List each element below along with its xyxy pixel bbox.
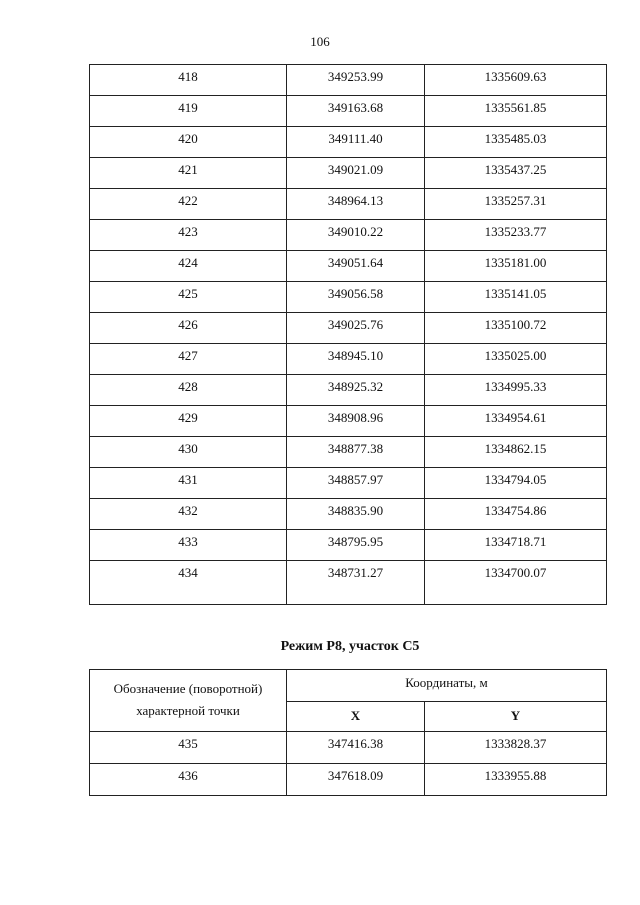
cell-point-id: 436 — [90, 764, 287, 796]
cell-coord-x: 348925.32 — [287, 375, 425, 406]
cell-point-id: 423 — [90, 220, 287, 251]
cell-coord-y: 1333828.37 — [425, 732, 607, 764]
cell-coord-x: 348795.95 — [287, 530, 425, 561]
header-point-line1: Обозначение (поворотной) — [113, 681, 263, 696]
cell-point-id: 426 — [90, 313, 287, 344]
table-row — [90, 158, 607, 189]
cell-point-id: 429 — [90, 406, 287, 437]
cell-coord-y: 1334718.71 — [425, 530, 607, 561]
table-row — [90, 96, 607, 127]
cell-coord-x: 349021.09 — [287, 158, 425, 189]
cell-coord-x: 348945.10 — [287, 344, 425, 375]
table-row — [90, 251, 607, 282]
cell-point-id: 421 — [90, 158, 287, 189]
cell-point-id: 431 — [90, 468, 287, 499]
coordinates-table-c5 — [89, 669, 607, 796]
table-row — [90, 530, 607, 561]
table-row — [90, 220, 607, 251]
cell-coord-y: 1335485.03 — [425, 127, 607, 158]
table-row — [90, 127, 607, 158]
cell-coord-x: 349010.22 — [287, 220, 425, 251]
cell-point-id: 422 — [90, 189, 287, 220]
table2-body — [90, 732, 607, 796]
section-title: Режим Р8, участок С5 — [280, 639, 420, 654]
page-number: 106 — [310, 34, 330, 49]
cell-coord-x: 349163.68 — [287, 96, 425, 127]
table-row — [90, 561, 607, 605]
cell-coord-y: 1335437.25 — [425, 158, 607, 189]
cell-coord-x: 347416.38 — [287, 732, 425, 764]
table-row — [90, 65, 607, 96]
cell-point-id: 419 — [90, 96, 287, 127]
cell-coord-y: 1334862.15 — [425, 437, 607, 468]
cell-coord-y: 1335561.85 — [425, 96, 607, 127]
cell-coord-x: 349111.40 — [287, 127, 425, 158]
cell-coord-y: 1334794.05 — [425, 468, 607, 499]
cell-coord-x: 348964.13 — [287, 189, 425, 220]
table-row — [90, 344, 607, 375]
cell-coord-y: 1334954.61 — [425, 406, 607, 437]
cell-coord-x: 348857.97 — [287, 468, 425, 499]
cell-point-id: 430 — [90, 437, 287, 468]
cell-coord-y: 1335141.05 — [425, 282, 607, 313]
table-row — [90, 313, 607, 344]
cell-coord-x: 348877.38 — [287, 437, 425, 468]
cell-coord-y: 1333955.88 — [425, 764, 607, 796]
header-y: Y — [425, 702, 607, 732]
cell-coord-y: 1335257.31 — [425, 189, 607, 220]
table-row — [90, 282, 607, 313]
cell-point-id: 425 — [90, 282, 287, 313]
coordinates-table-continued — [89, 64, 607, 605]
table-row — [90, 189, 607, 220]
cell-point-id: 427 — [90, 344, 287, 375]
cell-coord-y: 1335609.63 — [425, 65, 607, 96]
cell-coord-x: 348731.27 — [287, 561, 425, 605]
header-point-line2: характерной точки — [136, 703, 240, 718]
header-coordinates: Координаты, м — [287, 670, 607, 702]
table-row — [90, 732, 607, 764]
cell-coord-x: 349025.76 — [287, 313, 425, 344]
cell-coord-x: 348835.90 — [287, 499, 425, 530]
cell-coord-x: 348908.96 — [287, 406, 425, 437]
table2-header-row — [90, 670, 607, 702]
cell-coord-x: 349253.99 — [287, 65, 425, 96]
table-row — [90, 437, 607, 468]
cell-point-id: 433 — [90, 530, 287, 561]
cell-coord-x: 347618.09 — [287, 764, 425, 796]
table-row — [90, 764, 607, 796]
header-point-designation — [90, 670, 287, 732]
cell-coord-y: 1335025.00 — [425, 344, 607, 375]
cell-coord-x: 349056.58 — [287, 282, 425, 313]
cell-point-id: 420 — [90, 127, 287, 158]
table-row — [90, 468, 607, 499]
cell-point-id: 428 — [90, 375, 287, 406]
table-row — [90, 406, 607, 437]
cell-coord-y: 1335181.00 — [425, 251, 607, 282]
table1-body — [90, 65, 607, 605]
cell-point-id: 424 — [90, 251, 287, 282]
cell-coord-x: 349051.64 — [287, 251, 425, 282]
cell-point-id: 434 — [90, 561, 287, 605]
cell-coord-y: 1334754.86 — [425, 499, 607, 530]
table-row — [90, 499, 607, 530]
cell-point-id: 418 — [90, 65, 287, 96]
cell-coord-y: 1334700.07 — [425, 561, 607, 605]
table-row — [90, 375, 607, 406]
cell-coord-y: 1335233.77 — [425, 220, 607, 251]
cell-coord-y: 1335100.72 — [425, 313, 607, 344]
cell-point-id: 435 — [90, 732, 287, 764]
cell-coord-y: 1334995.33 — [425, 375, 607, 406]
table2-header — [90, 670, 607, 732]
header-x: X — [287, 702, 425, 732]
cell-point-id: 432 — [90, 499, 287, 530]
